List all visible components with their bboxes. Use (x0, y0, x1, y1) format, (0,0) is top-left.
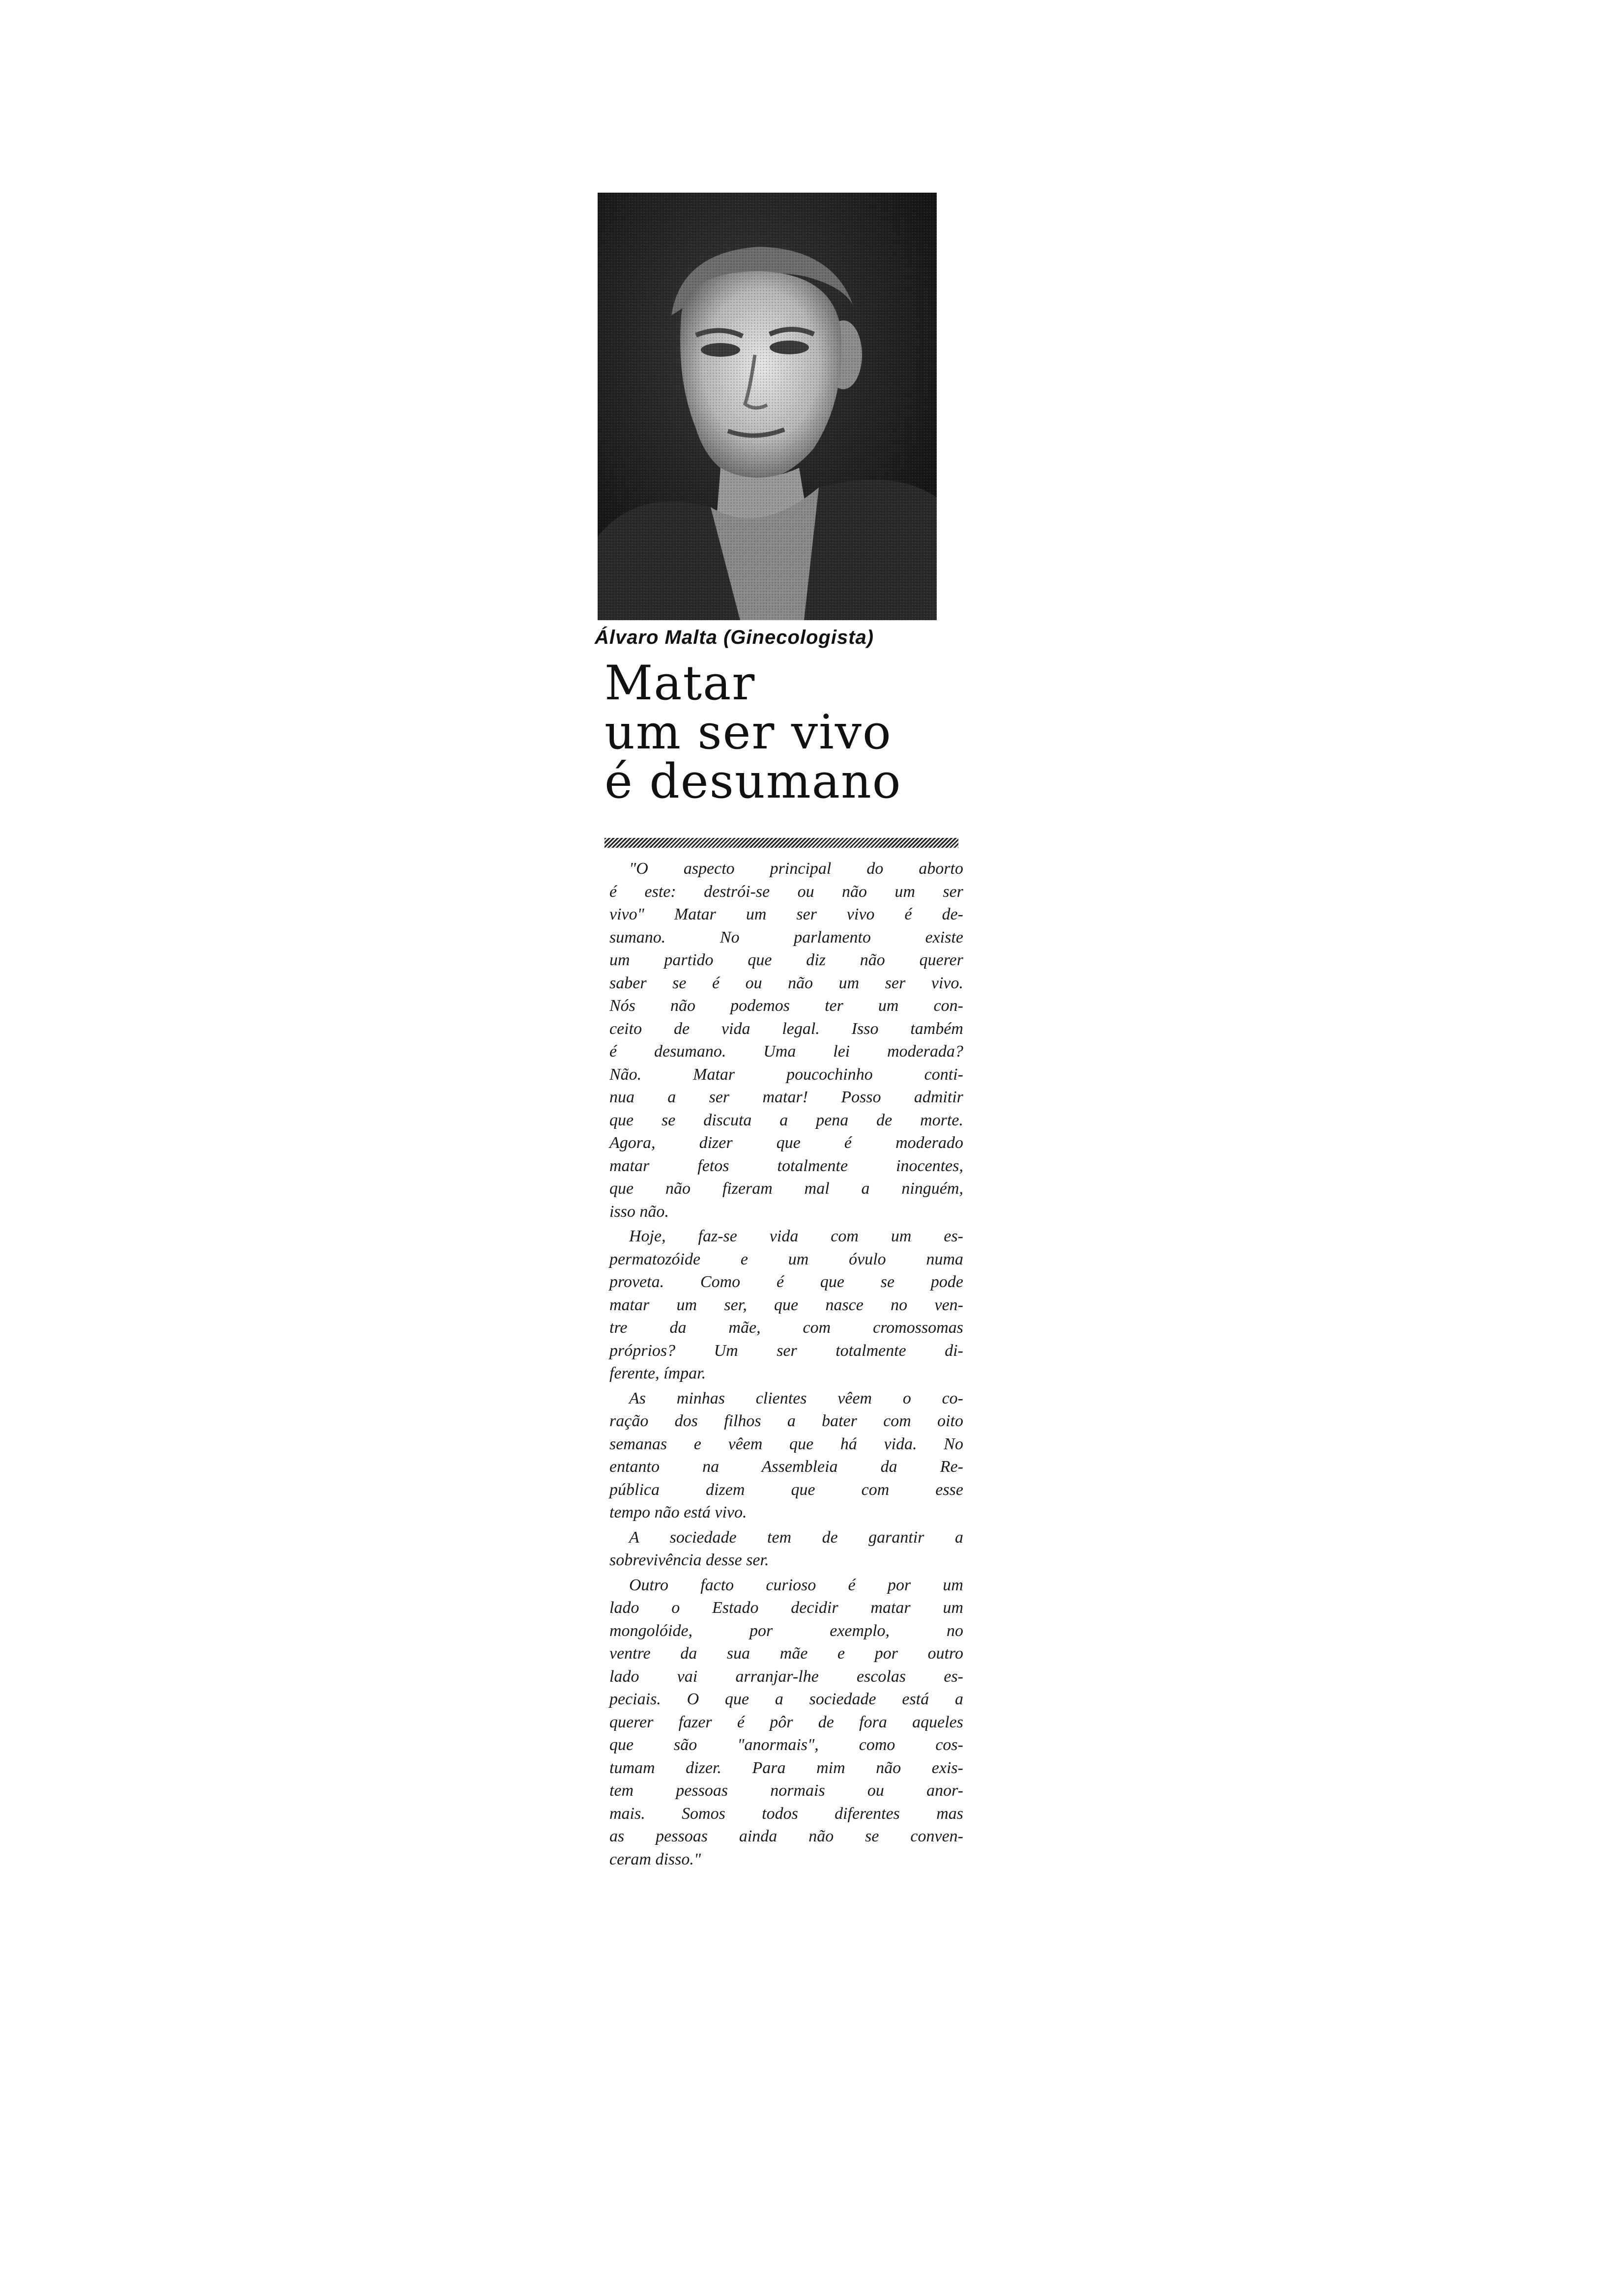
body-line: é este: destrói-se ou não um ser (609, 882, 963, 901)
body-line: Hoje, faz-se vida com um es- (629, 1227, 963, 1245)
body-line: é desumano. Uma lei moderada? (609, 1042, 963, 1061)
body-line: permatozóide e um óvulo numa (609, 1250, 963, 1268)
body-line: matar fetos totalmente inocentes, (609, 1156, 963, 1175)
photo-caption: Álvaro Malta (Ginecologista) (595, 627, 874, 648)
article-body (609, 858, 963, 1871)
headline-line: é desumano (604, 754, 902, 809)
body-line: tempo não está vivo. (609, 1503, 747, 1521)
body-line: lado vai arranjar-lhe escolas es- (609, 1667, 963, 1686)
body-line: semanas e vêem que há vida. No (609, 1435, 963, 1453)
portrait-photo (598, 193, 937, 620)
body-line: sobrevivência desse ser. (609, 1551, 769, 1569)
body-line: tre da mãe, com cromossomas (609, 1319, 963, 1337)
body-line: lado o Estado decidir matar um (609, 1599, 963, 1617)
body-line: ceito de vida legal. Isso também (609, 1019, 963, 1038)
body-line: matar um ser, que nasce no ven- (609, 1295, 963, 1314)
body-line: Outro facto curioso é por um (629, 1576, 963, 1594)
body-line: próprios? Um ser totalmente di- (609, 1341, 963, 1360)
body-line: querer fazer é pôr de fora aqueles (609, 1713, 963, 1731)
headline-rule (604, 838, 958, 848)
headline-line: um ser vivo (604, 705, 892, 760)
body-line: Não. Matar poucochinho conti- (609, 1065, 963, 1084)
portrait-photo-graphic (598, 193, 937, 620)
body-line: mongolóide, por exemplo, no (609, 1621, 963, 1640)
body-line: ceram disso." (609, 1850, 701, 1868)
body-line: Nós não podemos ter um con- (609, 997, 963, 1015)
body-line: as pessoas ainda não se conven- (609, 1827, 963, 1845)
body-line: ração dos filhos a bater com oito (609, 1412, 963, 1430)
body-line: nua a ser matar! Posso admitir (609, 1088, 963, 1106)
body-line: sumano. No parlamento existe (609, 928, 963, 947)
body-line: "O aspecto principal do aborto (629, 860, 963, 878)
body-line: que são "anormais", como cos- (609, 1736, 963, 1754)
body-line: que não fizeram mal a ninguém, (609, 1179, 963, 1198)
body-line: tumam dizer. Para mim não exis- (609, 1758, 963, 1777)
body-line: tem pessoas normais ou anor- (609, 1781, 963, 1800)
body-line: mais. Somos todos diferentes mas (609, 1804, 963, 1823)
body-line: vivo" Matar um ser vivo é de- (609, 905, 963, 923)
headline-line: Matar (604, 656, 756, 711)
body-line: ferente, ímpar. (609, 1364, 706, 1382)
body-line: A sociedade tem de garantir a (629, 1528, 963, 1547)
body-line: As minhas clientes vêem o co- (629, 1389, 963, 1407)
body-line: pública dizem que com esse (609, 1480, 963, 1499)
body-line: isso não. (609, 1202, 669, 1221)
body-line: peciais. O que a sociedade está a (609, 1690, 963, 1708)
article-headline (604, 656, 958, 809)
body-line: entanto na Assembleia da Re- (609, 1458, 963, 1476)
body-line: Agora, dizer que é moderado (609, 1134, 963, 1152)
body-line: que se discuta a pena de morte. (609, 1111, 963, 1129)
body-line: ventre da sua mãe e por outro (609, 1644, 963, 1663)
body-line: proveta. Como é que se pode (609, 1273, 963, 1291)
body-line: saber se é ou não um ser vivo. (609, 974, 963, 992)
body-line: um partido que diz não querer (609, 951, 963, 969)
newspaper-clipping (595, 187, 988, 2025)
